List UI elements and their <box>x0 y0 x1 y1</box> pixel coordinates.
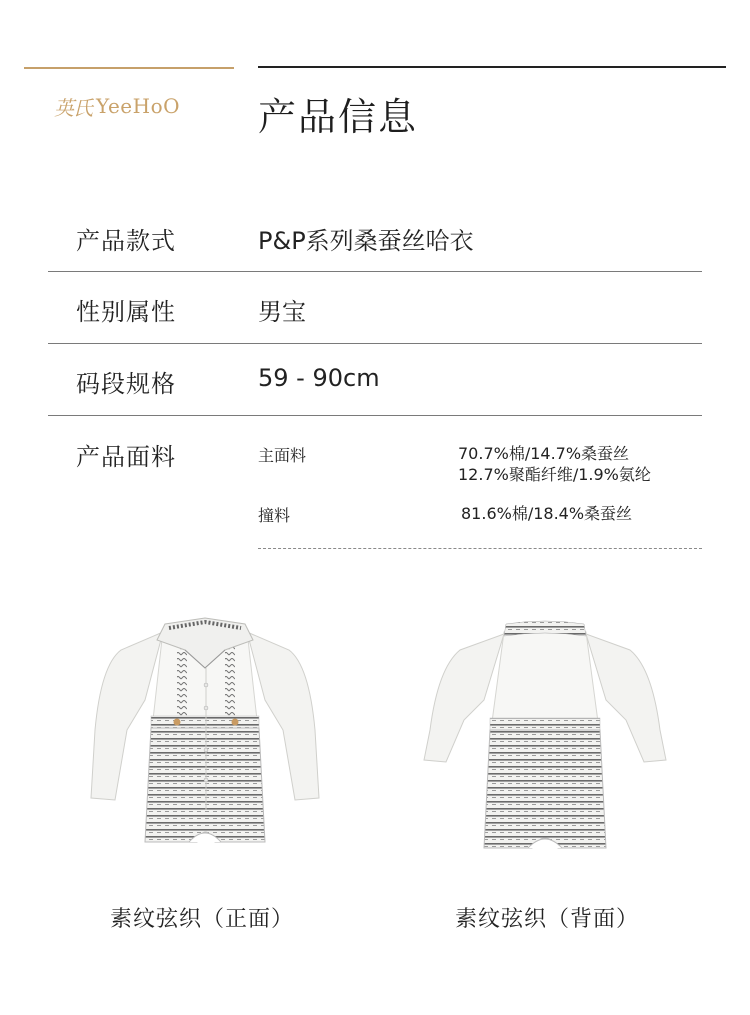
row-value-gender: 男宝 <box>258 298 306 326</box>
header-gold-divider <box>24 67 234 69</box>
row-divider <box>48 343 702 344</box>
fabric-contrast-label: 撞料 <box>258 506 291 525</box>
logo-chinese-text: 英氏 <box>54 95 92 120</box>
fabric-dashed-divider <box>258 548 702 549</box>
page-title: 产品信息 <box>258 95 419 139</box>
row-label-size: 码段规格 <box>76 370 176 398</box>
fabric-main-label: 主面料 <box>258 446 307 465</box>
row-divider <box>48 271 702 272</box>
row-value-style: P&P系列桑蚕丝哈衣 <box>258 227 474 255</box>
row-value-size: 59 - 90cm <box>258 364 380 392</box>
logo-english-text: YeeHoO <box>96 94 181 118</box>
caption-front: 素纹弦织（正面） <box>110 907 295 932</box>
row-divider <box>48 415 702 416</box>
caption-back: 素纹弦织（背面） <box>455 907 640 932</box>
header-dark-divider <box>258 66 726 68</box>
romper-front-image <box>85 610 325 870</box>
row-label-style: 产品款式 <box>76 227 176 255</box>
fabric-main-value <box>458 443 651 485</box>
fabric-main-line1: 70.7%棉/14.7%桑蚕丝 <box>458 444 630 463</box>
fabric-main-line2: 12.7%聚酯纤维/1.9%氨纶 <box>458 465 651 484</box>
fabric-contrast-value: 81.6%棉/18.4%桑蚕丝 <box>461 504 633 523</box>
row-label-fabric: 产品面料 <box>76 443 176 471</box>
brand-logo <box>54 90 180 122</box>
romper-back-image <box>420 610 670 870</box>
row-label-gender: 性别属性 <box>76 298 176 326</box>
